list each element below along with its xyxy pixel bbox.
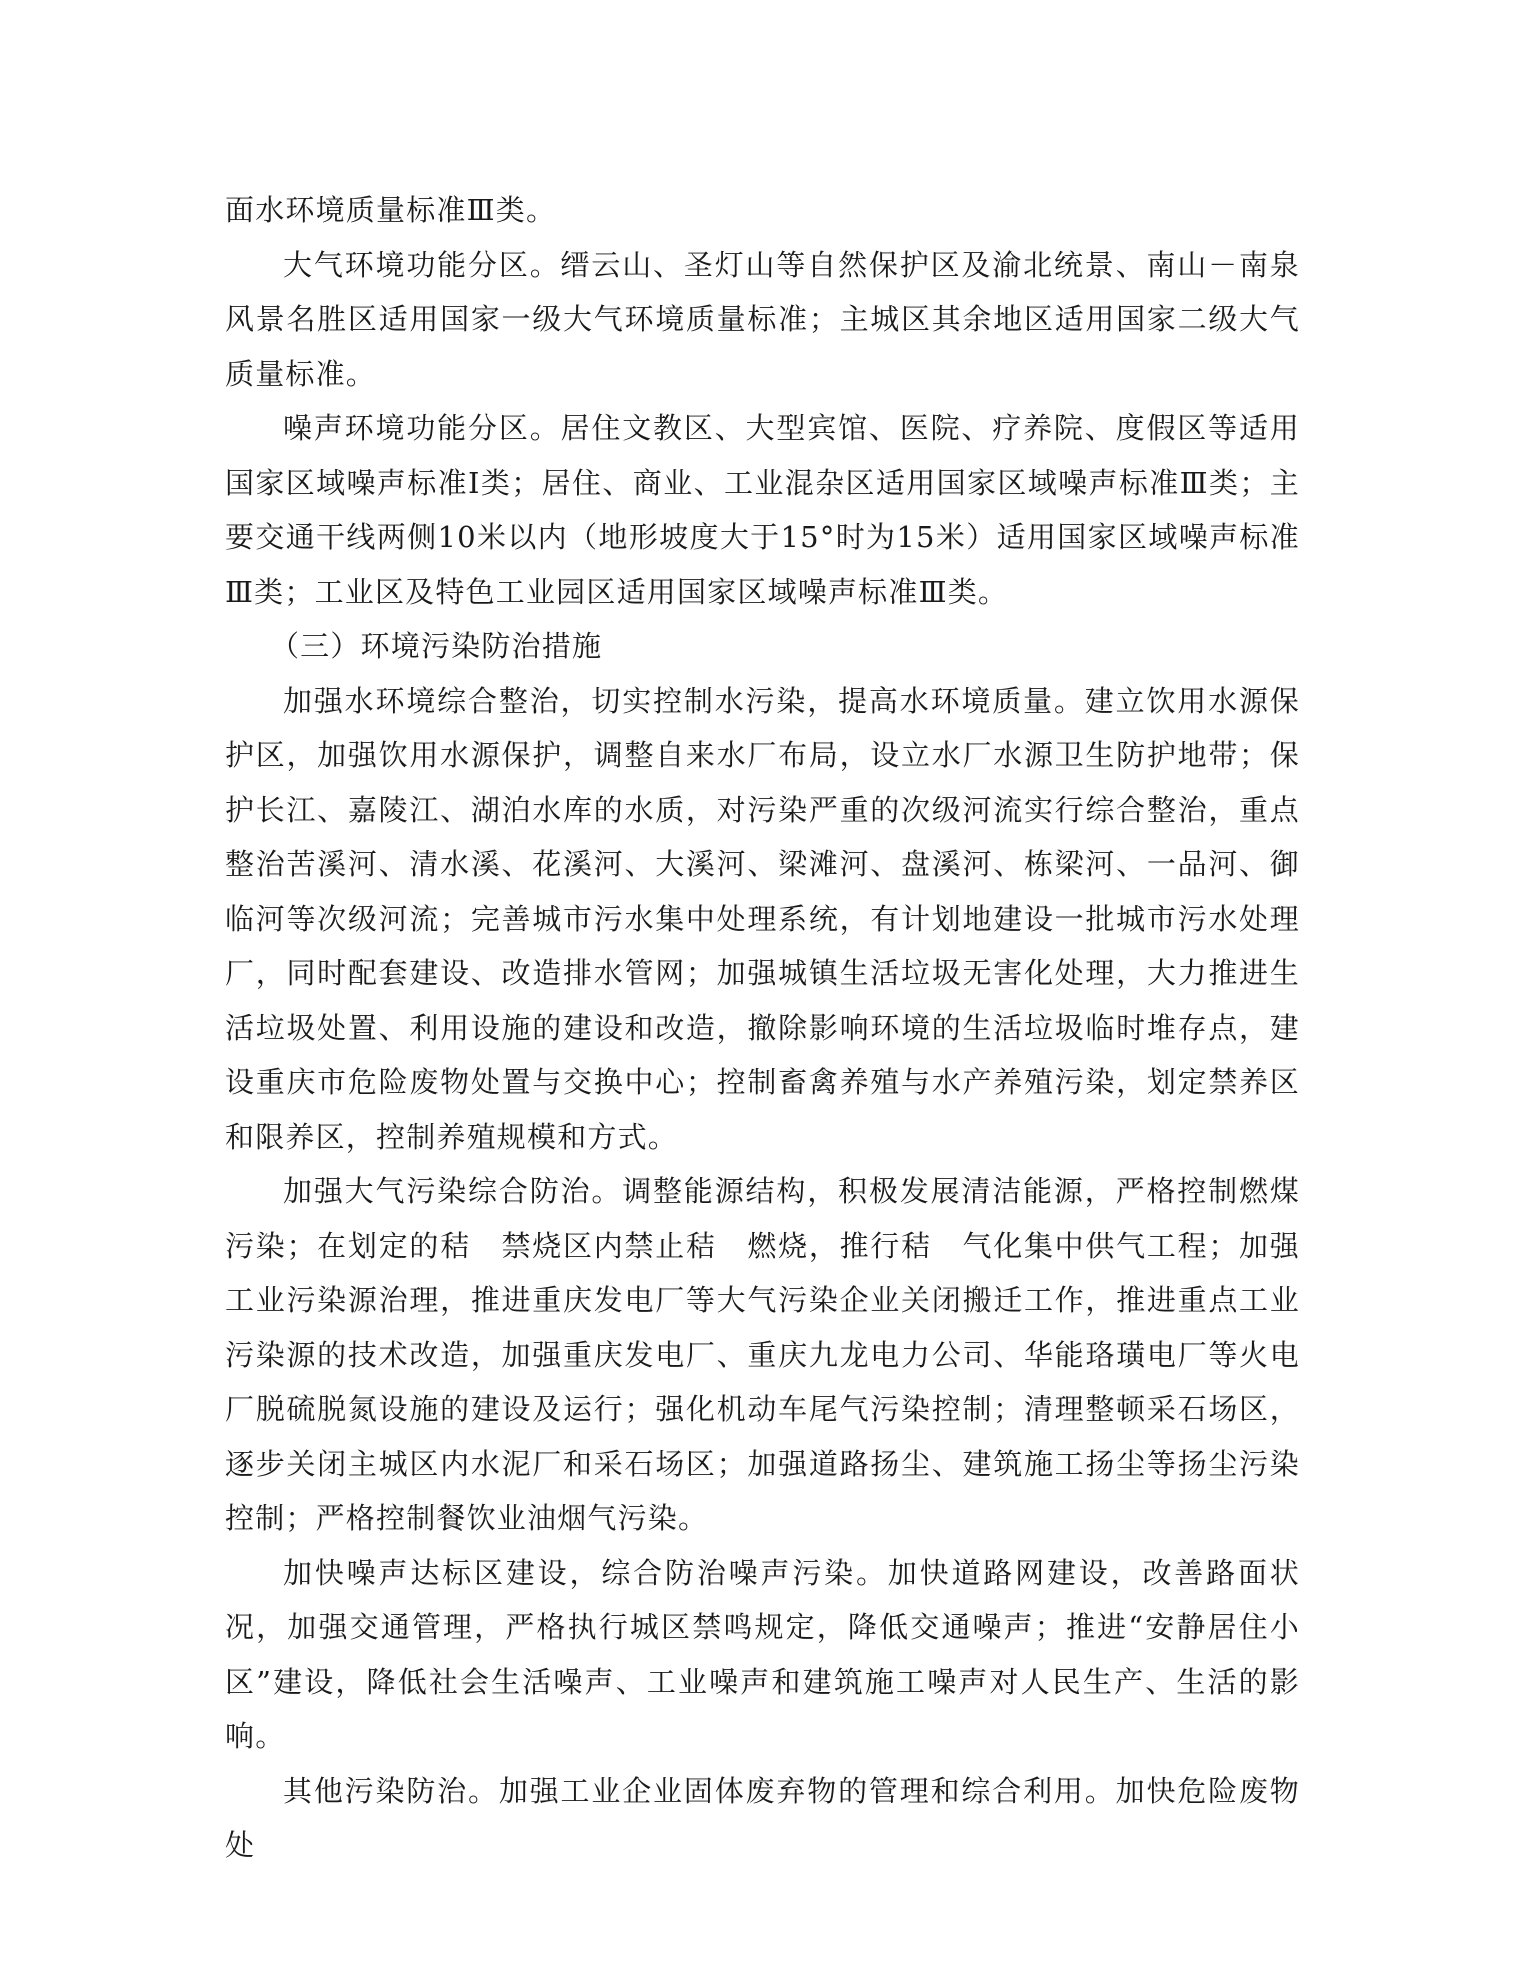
paragraph-air-pollution-control: 加强大气污染综合防治。调整能源结构，积极发展清洁能源，严格控制燃煤污染；在划定的秸 禁烧区内禁止秸 燃烧，推行秸 气化集中供气工程；加强工业污染源治理，推进重庆发电厂等大气污染企业关闭搬迁工作，推进重点工业污染源的技术改造，加强重庆发电厂、重庆九龙电力公司、华能珞璜电厂等火电厂脱硫脱氮设施的建设及运行；强化机动车尾气污染控制；清理整顿采石场区，逐步关闭主城区内水泥厂和采石场区；加强道路扬尘、建筑施工扬尘等扬尘污染控制；严格控制餐饮业油烟气污染。	[225, 1174, 1300, 1535]
paragraph-air-zoning: 大气环境功能分区。缙云山、圣灯山等自然保护区及渝北统景、南山－南泉风景名胜区适用国家一级大气环境质量标准；主城区其余地区适用国家二级大气质量标准。	[225, 247, 1300, 391]
paragraph-water-remediation: 加强水环境综合整治，切实控制水污染，提高水环境质量。建立饮用水源保护区，加强饮用水源保护，调整自来水厂布局，设立水厂水源卫生防护地带；保护长江、嘉陵江、湖泊水库的水质，对污染严重的次级河流实行综合整治，重点整治苦溪河、清水溪、花溪河、大溪河、梁滩河、盘溪河、栋梁河、一品河、御临河等次级河流；完善城市污水集中处理系统，有计划地建设一批城市污水处理厂，同时配套建设、改造排水管网；加强城镇生活垃圾无害化处理，大力推进生活垃圾处置、利用设施的建设和改造，撤除影响环境的生活垃圾临时堆存点，建设重庆市危险废物处置与交换中心；控制畜禽养殖与水产养殖污染，划定禁养区和限养区，控制养殖规模和方式。	[225, 683, 1300, 1154]
paragraph-noise-control: 加快噪声达标区建设，综合防治噪声污染。加快道路网建设，改善路面状况，加强交通管理，严格执行城区禁鸣规定，降低交通噪声；推进“安静居住小区”建设，降低社会生活噪声、工业噪声和建筑施工噪声对人民生产、生活的影响。	[225, 1555, 1300, 1753]
paragraph-noise-zoning: 噪声环境功能分区。居住文教区、大型宾馆、医院、疗养院、度假区等适用国家区域噪声标准Ⅰ类；居住、商业、工业混杂区适用国家区域噪声标准Ⅲ类；主要交通干线两侧10米以内（地形坡度大于15°时为15米）适用国家区域噪声标准Ⅲ类；工业区及特色工业园区适用国家区域噪声标准Ⅲ类。	[225, 411, 1300, 609]
paragraph-water-standard-continued: 面水环境质量标准Ⅲ类。	[225, 193, 557, 227]
paragraph-other-pollution: 其他污染防治。加强工业企业固体废弃物的管理和综合利用。加快危险废物处	[225, 1773, 1300, 1862]
document-body	[225, 183, 1300, 1873]
section-heading-pollution-prevention: （三）环境污染防治措施	[269, 629, 603, 663]
